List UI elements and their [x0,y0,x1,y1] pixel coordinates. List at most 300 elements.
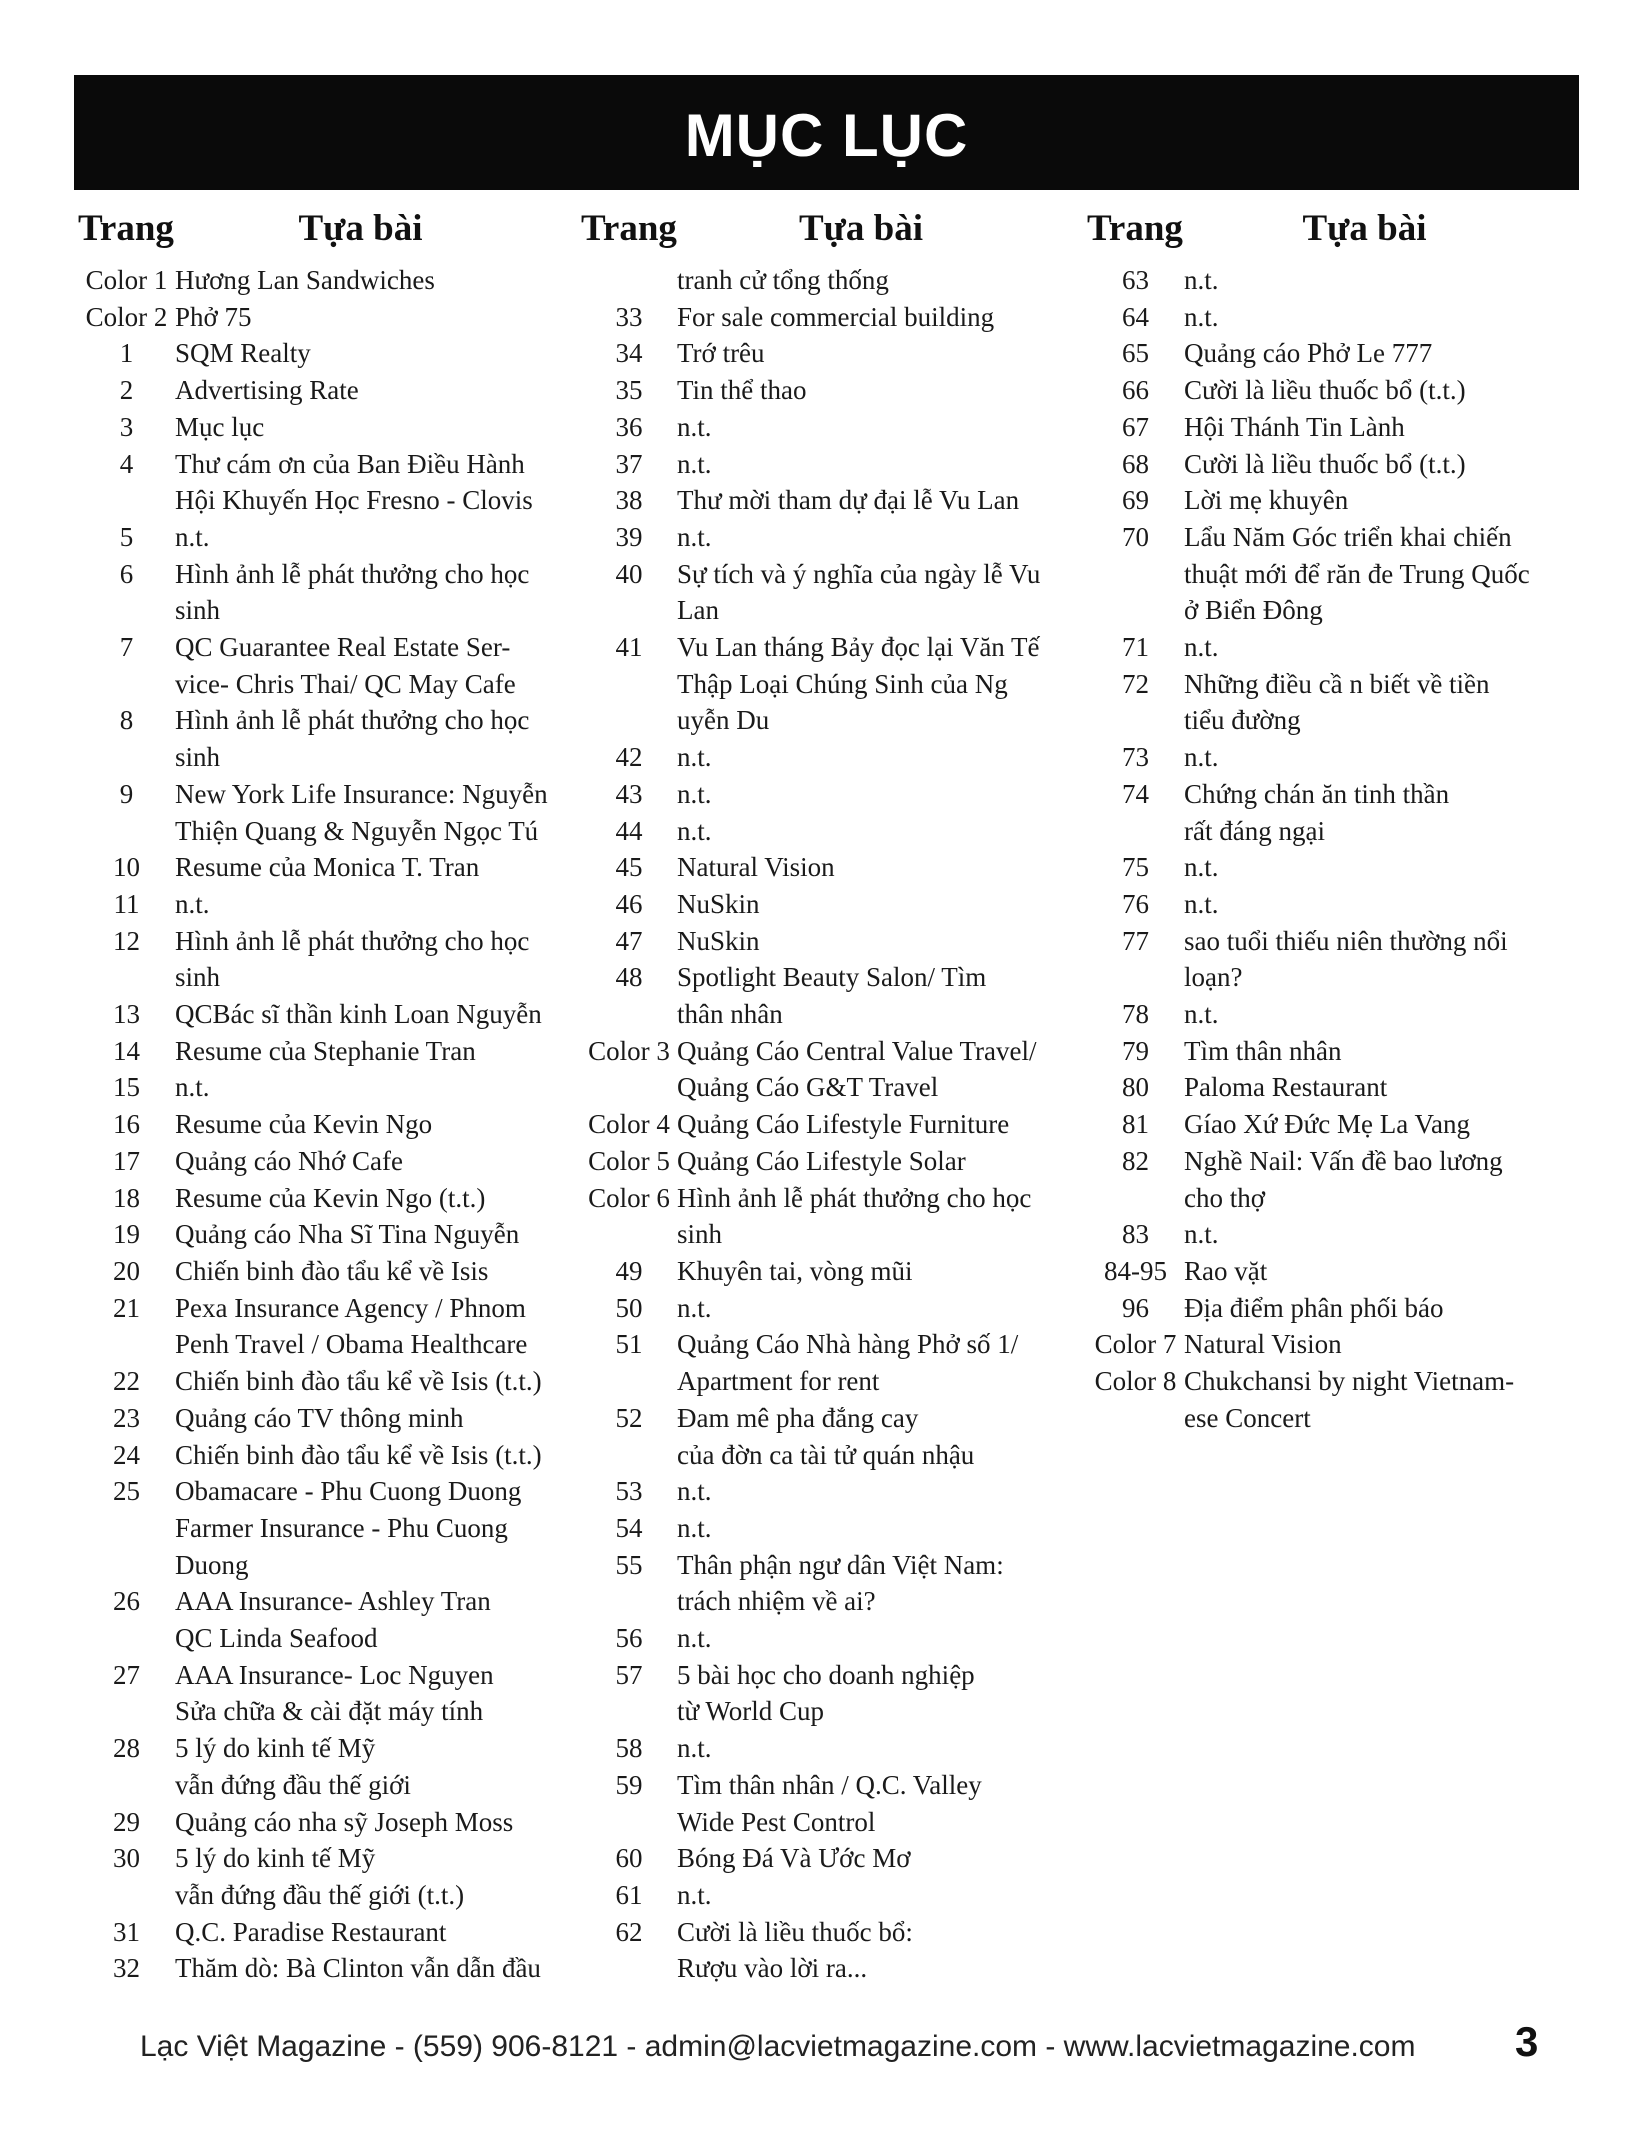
entry-title: Những điều cầ n biết về tiền [1184,668,1490,699]
entry-title: Tìm thân nhân / Q.C. Valley [677,1769,982,1800]
entry-page: Color 6 [588,1182,670,1213]
toc-entry [1087,776,1582,813]
entry-page [1087,702,1184,739]
entry-page: 13 [113,999,140,1030]
entry-title: n.t. [677,1623,712,1654]
entry-title: n.t. [677,411,712,442]
entry-title: uyễn Du [677,705,770,736]
entry-page: 96 [1122,1292,1149,1323]
entry-page: 8 [119,705,134,736]
toc-entry [1087,519,1582,556]
entry-title: Duong [175,1549,249,1580]
toc-entry [581,1290,1081,1327]
toc-entry [1087,702,1582,739]
entry-title: Rượu vào lời ra... [677,1953,868,1984]
entry-page: 57 [615,1659,643,1690]
entry-page: 43 [615,778,643,809]
entry-title: Cười là liều thuốc bổ (t.t.) [1184,375,1466,406]
entry-title: Quảng cáo Phở Le 777 [1184,338,1433,369]
toc-entry [581,666,1081,703]
entry-page [581,1437,677,1474]
entry-page: 76 [1122,888,1149,919]
entry-title: Thư mời tham dự đại lễ Vu Lan [677,485,1020,516]
entry-title: Địa điểm phân phối báo [1184,1292,1444,1323]
entry-page: 61 [615,1879,643,1910]
entry-page: 24 [113,1439,140,1470]
entry-title: n.t. [1184,742,1219,773]
entry-title: Chiến binh đào tẩu kể về Isis [175,1255,489,1286]
entry-title: Spotlight Beauty Salon/ Tìm [677,962,987,993]
toc-entry [1087,849,1582,886]
entry-page: 65 [1122,338,1149,369]
toc-entry [78,372,583,409]
entry-title: Tin thể thao [677,375,807,406]
entry-page: 33 [615,301,643,332]
entry-page: 68 [1122,448,1149,479]
entry-page: 23 [113,1402,140,1433]
toc-entry [581,446,1081,483]
entry-title: Quảng cáo nha sỹ Joseph Moss [175,1806,514,1837]
toc-entry [1087,299,1582,336]
entry-page: 29 [113,1806,140,1837]
toc-entry [1087,592,1582,629]
entry-page: 4 [119,448,134,479]
entry-page: 63 [1122,265,1149,295]
toc-entry [581,629,1081,666]
entry-title: sinh [677,1219,723,1250]
toc-entry [78,1437,583,1474]
entry-title: rất đáng ngại [1184,815,1325,846]
toc-rows [1087,262,1582,1437]
entry-title: n.t. [1184,265,1219,295]
entry-page: 16 [113,1109,140,1140]
toc-entry [1087,1180,1582,1217]
entry-title: n.t. [677,521,712,552]
entry-page: 27 [113,1659,140,1690]
entry-title: Mục lục [175,411,265,442]
column-header [581,200,1081,256]
entry-page: 58 [615,1733,643,1764]
entry-page [78,1877,175,1914]
entry-page: 41 [615,632,643,663]
entry-page [1087,1400,1184,1437]
entry-page: 40 [615,558,643,589]
entry-title: Chiến binh đào tẩu kể về Isis (t.t.) [175,1366,542,1397]
toc-entry [581,556,1081,593]
toc-entry [78,1877,583,1914]
entry-title: Vu Lan tháng Bảy đọc lại Văn Tế [677,632,1040,663]
entry-page [581,996,677,1033]
entry-title: Gíao Xứ Đức Mẹ La Vang [1184,1109,1470,1140]
entry-title: Khuyên tai, vòng mũi [677,1255,913,1286]
toc-entry [581,1620,1081,1657]
entry-page: 30 [113,1843,140,1874]
toc-entry [581,1950,1081,1987]
entry-page [581,592,677,629]
entry-page: 60 [615,1843,643,1874]
entry-title: Sửa chữa & cài đặt máy tính [175,1696,484,1727]
entry-title: Quảng Cáo Central Value Travel/ [677,1035,1037,1066]
entry-page: 21 [113,1292,140,1323]
toc-entry [78,1180,583,1217]
entry-title: Phở 75 [175,301,252,332]
entry-title: Tìm thân nhân [1184,1035,1342,1066]
entry-title: Sự tích và ý nghĩa của ngày lễ Vu [677,558,1041,589]
entry-title: Q.C. Paradise Restaurant [175,1916,447,1947]
entry-page: 52 [615,1402,643,1433]
entry-page: 25 [113,1476,140,1507]
entry-title: vice- Chris Thai/ QC May Cafe [175,668,516,699]
toc-entry [581,739,1081,776]
entry-title: n.t. [677,778,712,809]
entry-title: tiểu đường [1184,705,1301,736]
toc-entry [78,1033,583,1070]
entry-page: 77 [1122,925,1149,956]
entry-page: 83 [1122,1219,1149,1250]
entry-page: 39 [615,521,643,552]
entry-title: n.t. [677,1292,712,1323]
toc-entry [1087,335,1582,372]
toc-entry [1087,666,1582,703]
toc-entry [78,1620,583,1657]
toc-entry [78,299,583,336]
entry-page: 59 [615,1769,643,1800]
entry-title: n.t. [1184,301,1219,332]
toc-entry [581,996,1081,1033]
toc-entry [78,1914,583,1951]
entry-title: 5 bài học cho doanh nghiệp [677,1659,975,1690]
entry-title: n.t. [1184,888,1219,919]
entry-title: Resume của Kevin Ngo (t.t.) [175,1182,486,1213]
entry-title: Advertising Rate [175,375,359,406]
entry-title: sinh [175,962,221,993]
entry-page: 53 [615,1476,643,1507]
entry-title: Resume của Monica T. Tran [175,852,480,883]
entry-title: trách nhiệm về ai? [677,1586,876,1617]
entry-page: 5 [119,521,134,552]
toc-entry [1087,556,1582,593]
entry-title: vẫn đứng đầu thế giới (t.t.) [175,1879,465,1910]
entry-title: Thiện Quang & Nguyễn Ngọc Tú [175,815,539,846]
entry-page: 18 [113,1182,140,1213]
toc-entry [581,849,1081,886]
entry-title: New York Life Insurance: Nguyễn [175,778,548,809]
entry-title: n.t. [1184,1219,1219,1250]
entry-page: 72 [1122,668,1149,699]
entry-title: Cười là liều thuốc bổ: [677,1916,913,1947]
entry-title: Rao vặt [1184,1255,1268,1286]
toc-rows [78,262,583,1987]
entry-page: 73 [1122,742,1149,773]
entry-page: 34 [615,338,643,369]
entry-title: Paloma Restaurant [1184,1072,1388,1103]
entry-title: của đờn ca tài tử quán nhậu [677,1439,975,1470]
entry-title: tranh cử tổng thống [677,265,889,295]
toc-entry [78,556,583,593]
toc-entry [78,335,583,372]
entry-title: Quảng cáo Nha Sĩ Tina Nguyễn [175,1219,520,1250]
entry-title: sinh [175,742,221,773]
entry-title: n.t. [1184,632,1219,663]
entry-title: n.t. [677,1476,712,1507]
toc-entry [1087,262,1582,299]
page-title: MỤC LỤC [684,102,969,169]
toc-entry [78,1730,583,1767]
toc-entry [1087,959,1582,996]
entry-page [78,1767,175,1804]
toc-entry [581,702,1081,739]
entry-title: n.t. [1184,999,1219,1030]
entry-page [581,666,677,703]
toc-entry [78,629,583,666]
entry-title: 5 lý do kinh tế Mỹ [175,1843,376,1874]
entry-page [78,1693,175,1730]
entry-title: n.t. [677,448,712,479]
toc-entry [581,592,1081,629]
entry-title: QC Linda Seafood [175,1623,378,1654]
entry-title: Quảng Cáo Lifestyle Solar [677,1145,966,1176]
entry-page: 2 [119,375,134,406]
entry-title: Resume của Stephanie Tran [175,1035,476,1066]
entry-page: 19 [113,1219,140,1250]
toc-entry [581,1069,1081,1106]
toc-entry [78,739,583,776]
entry-title: Natural Vision [1184,1329,1342,1360]
footer-contact: Lạc Việt Magazine - (559) 906-8121 - admin@lacvietmagazine.com - www.lacvietmagazine.com [140,2030,1416,2063]
entry-title: n.t. [175,521,210,552]
toc-entry [581,1326,1081,1363]
entry-page: 56 [615,1623,643,1654]
entry-page: 71 [1122,632,1149,663]
entry-title: sao tuổi thiếu niên thường nổi [1184,925,1508,956]
toc-entry [1087,1290,1582,1327]
toc-entry [78,1400,583,1437]
entry-page: 49 [615,1255,643,1286]
entry-title: Quảng Cáo Lifestyle Furniture [677,1109,1010,1140]
toc-entry [78,1510,583,1547]
title-banner [74,75,1579,190]
entry-title: Wide Pest Control [677,1806,876,1837]
toc-entry [78,1290,583,1327]
entry-title: Bóng Đá Và Ước Mơ [677,1843,911,1874]
toc-entry [78,519,583,556]
toc-entry [581,1840,1081,1877]
header-title: Tựa bài [298,207,423,249]
toc-entry [1087,1400,1582,1437]
toc-entry [1087,996,1582,1033]
entry-page: 84-95 [1104,1255,1167,1286]
entry-page: 44 [615,815,643,846]
entry-title: Trớ trêu [677,338,765,369]
toc-entry [581,519,1081,556]
entry-title: Thư cám ơn của Ban Điều Hành [175,448,525,479]
entry-page [581,1363,677,1400]
entry-title: Hội Khuyến Học Fresno - Clovis [175,485,533,516]
toc-entry [78,1693,583,1730]
entry-title: Lời mẹ khuyên [1184,485,1349,516]
entry-title: Lẩu Năm Góc triển khai chiến [1184,521,1512,552]
entry-title: QC Guarantee Real Estate Ser- [175,632,511,663]
entry-page [581,1216,677,1253]
entry-page [78,959,175,996]
entry-page: Color 2 [85,301,168,332]
toc-entry [1087,629,1582,666]
entry-title: Quảng Cáo G&T Travel [677,1072,939,1103]
toc-entry [581,335,1081,372]
toc-entry [581,1657,1081,1694]
entry-page [78,813,175,850]
toc-entry [1087,886,1582,923]
entry-page [78,1547,175,1584]
entry-page [1087,813,1184,850]
toc-entry [78,1583,583,1620]
entry-title: Hình ảnh lễ phát thưởng cho học [175,925,530,956]
entry-page: 62 [615,1916,643,1947]
entry-page: 22 [113,1366,140,1397]
column-header [78,200,583,256]
entry-title: Chứng chán ăn tinh thần [1184,778,1450,809]
toc-entry [581,1180,1081,1217]
toc-entry [78,482,583,519]
entry-title: n.t. [677,1879,712,1910]
entry-title: 5 lý do kinh tế Mỹ [175,1733,376,1764]
entry-page: Color 7 [1094,1329,1177,1360]
toc-column-2 [581,200,1081,1987]
entry-page: 42 [615,742,643,773]
toc-entry [78,1547,583,1584]
entry-page: 35 [615,375,643,406]
entry-title: ở Biển Đông [1184,595,1323,626]
toc-entry [581,1216,1081,1253]
entry-page: 81 [1122,1109,1149,1140]
entry-title: Hình ảnh lễ phát thưởng cho học [175,705,530,736]
entry-page: 14 [113,1035,140,1066]
toc-entry [78,1216,583,1253]
entry-title: For sale commercial building [677,301,995,332]
toc-entry [581,959,1081,996]
header-title: Tựa bài [799,207,923,249]
toc-entry [1087,1143,1582,1180]
toc-entry [78,1143,583,1180]
toc-entry [78,813,583,850]
entry-page: 66 [1122,375,1149,406]
entry-title: Cười là liều thuốc bổ (t.t.) [1184,448,1466,479]
toc-entry [78,1106,583,1143]
toc-entry [581,1400,1081,1437]
toc-entry [1087,923,1582,960]
entry-page: 26 [113,1586,140,1617]
toc-entry [581,1693,1081,1730]
entry-page [78,1326,175,1363]
entry-page: 67 [1122,411,1149,442]
toc-entry [581,1253,1081,1290]
toc-entry [581,1473,1081,1510]
toc-entry [581,1547,1081,1584]
toc-entry [581,262,1081,299]
toc-entry [78,1473,583,1510]
entry-title: Nghề Nail: Vấn đề bao lương [1184,1145,1503,1176]
toc-entry [78,959,583,996]
toc-entry [78,262,583,299]
entry-page: 6 [119,558,134,589]
entry-title: SQM Realty [175,338,311,369]
toc-entry [581,813,1081,850]
toc-entry [1087,1106,1582,1143]
entry-page: 78 [1122,999,1149,1030]
toc-entry [581,886,1081,923]
entry-page: 50 [615,1292,643,1323]
entry-page: 32 [113,1953,140,1984]
entry-page [78,666,175,703]
entry-title: cho thợ [1184,1182,1266,1213]
toc-entry [78,1363,583,1400]
toc-entry [581,1143,1081,1180]
entry-page: 45 [615,852,643,883]
entry-title: Penh Travel / Obama Healthcare [175,1329,528,1360]
entry-page: 47 [615,925,643,956]
entry-page: 20 [113,1255,140,1286]
toc-entry [1087,1033,1582,1070]
header-page: Trang [581,207,677,249]
toc-rows [581,262,1081,1987]
entry-page: 37 [615,448,643,479]
entry-page: Color 5 [588,1145,670,1176]
entry-page: Color 8 [1094,1366,1177,1397]
entry-page: 75 [1122,852,1149,883]
entry-page: 28 [113,1733,140,1764]
entry-title: n.t. [175,888,210,919]
toc-entry [78,1326,583,1363]
toc-entry [78,1657,583,1694]
entry-page [78,592,175,629]
toc-entry [1087,482,1582,519]
entry-page: 15 [113,1072,140,1103]
entry-title: Chiến binh đào tẩu kể về Isis (t.t.) [175,1439,542,1470]
entry-page: 12 [113,925,140,956]
entry-page: 17 [113,1145,140,1176]
entry-page: 64 [1122,301,1149,332]
entry-page: 82 [1122,1145,1149,1176]
entry-page [581,1583,677,1620]
toc-entry [581,299,1081,336]
entry-page: 11 [113,888,140,919]
entry-page: 48 [615,962,643,993]
toc-entry [1087,372,1582,409]
entry-page [581,262,677,299]
entry-title: từ World Cup [677,1696,824,1727]
entry-title: Hương Lan Sandwiches [175,265,435,295]
entry-title: n.t. [677,1733,712,1764]
header-title: Tựa bài [1302,207,1427,249]
toc-entry [581,1363,1081,1400]
toc-entry [581,482,1081,519]
entry-title: AAA Insurance- Ashley Tran [175,1586,491,1617]
toc-entry [78,446,583,483]
toc-entry [1087,1363,1582,1400]
toc-entry [78,886,583,923]
entry-page: 36 [615,411,643,442]
toc-entry [1087,446,1582,483]
entry-page: 79 [1122,1035,1149,1066]
toc-entry [1087,1216,1582,1253]
entry-title: AAA Insurance- Loc Nguyen [175,1659,494,1690]
entry-title: Quảng cáo Nhớ Cafe [175,1145,403,1176]
entry-page: 7 [119,632,134,663]
entry-title: NuSkin [677,925,760,956]
entry-page: Color 4 [588,1109,670,1140]
column-header [1087,200,1582,256]
toc-entry [581,1583,1081,1620]
